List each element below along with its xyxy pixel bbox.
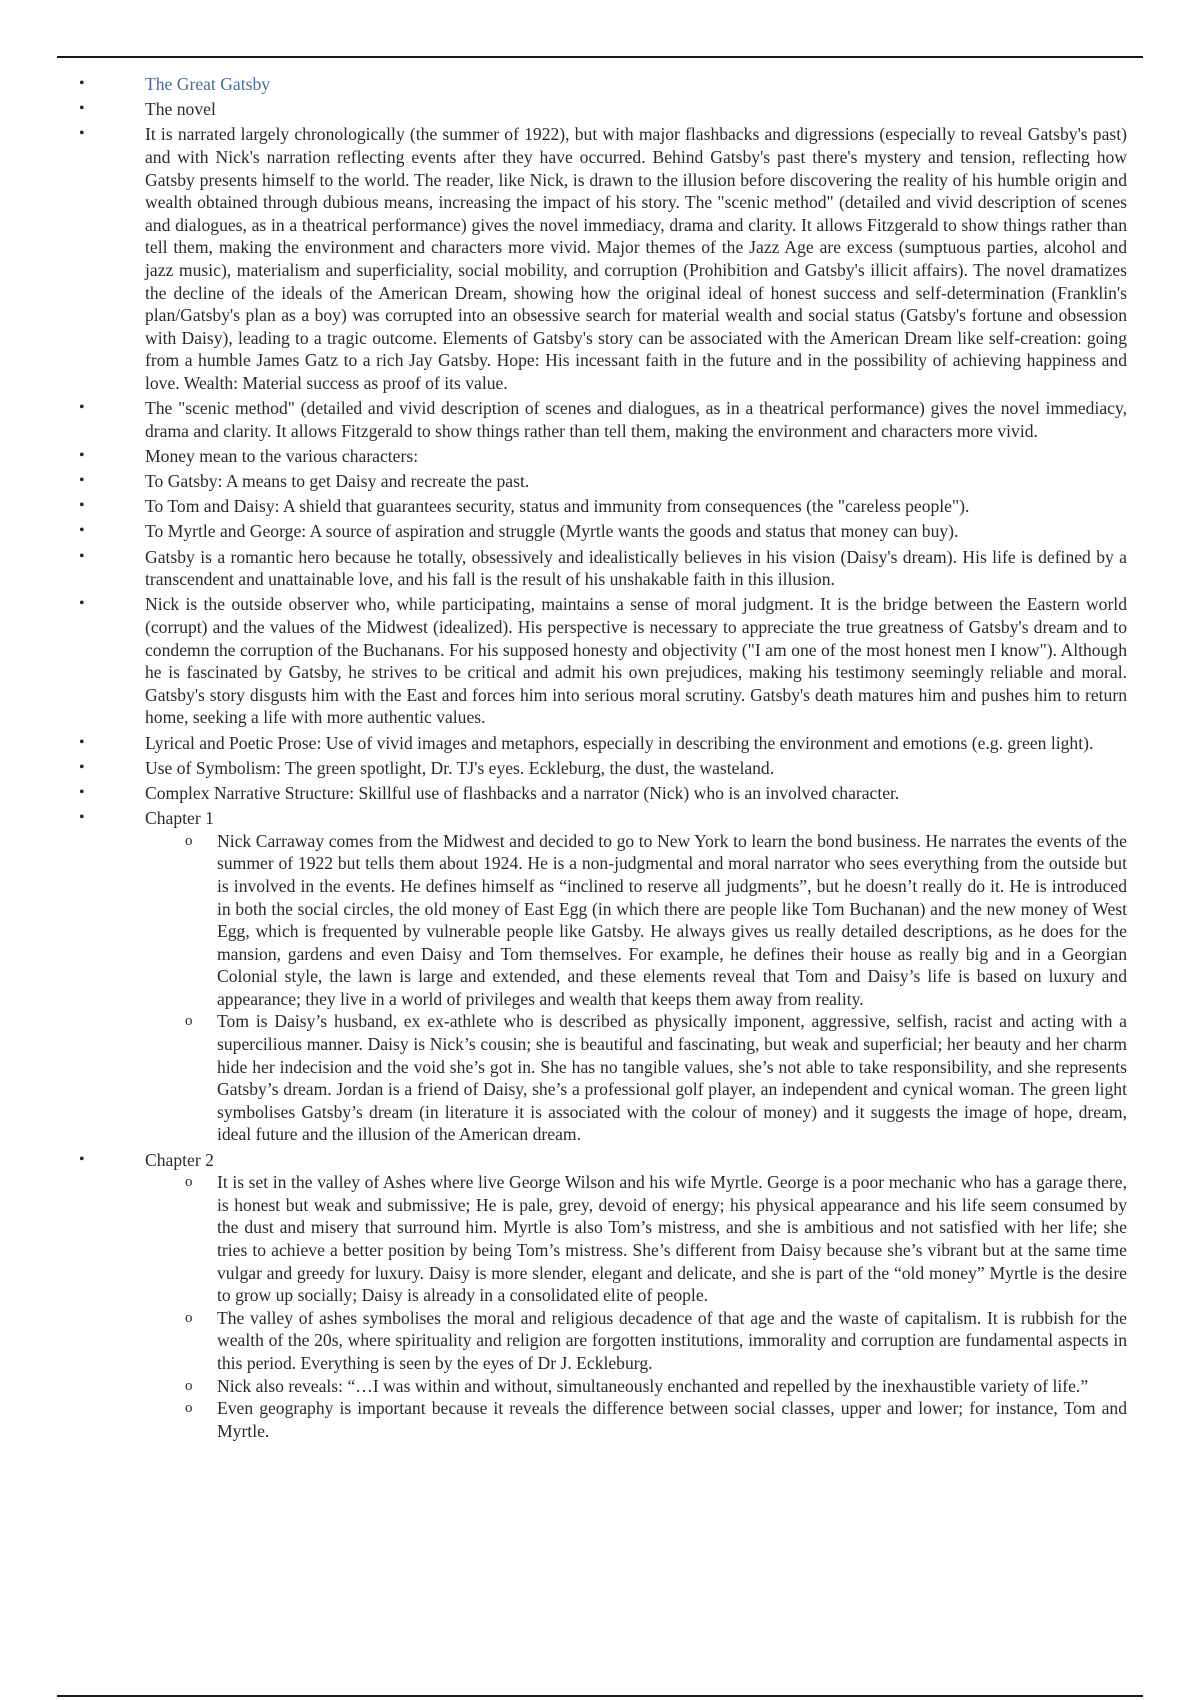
bullet-icon: • xyxy=(79,399,85,417)
list-item xyxy=(57,73,1127,96)
sub-item-text: Even geography is important because it reveals the difference between social classes, upper and lower; for instance, Tom and Myrtle. xyxy=(217,1398,1127,1441)
item-text: Complex Narrative Structure: Skillful use of flashbacks and a narrator (Nick) who is an involved character. xyxy=(145,782,900,803)
item-text: To Gatsby: A means to get Daisy and recreate the past. xyxy=(145,471,530,492)
sub-item-text: It is set in the valley of Ashes where live George Wilson and his wife Myrtle. George is a poor mechanic who has a garage there, is honest but weak and submissive; He is pale, grey, devoid of energy; his physical appearance and his life seem consumed by the dust and misery that surround him. Myrtle is also Tom’s mistress, and she is ambitious and not satisfied with her life; she tries to achieve a better position by being Tom’s mistress. She’s different from Daisy because she’s vibrant but at the same time vulgar and greedy for luxury. Daisy is more slender, elegant and delicate, and she is part of the “old money” Myrtle is the desire to grow up socially; Daisy is already in a consolidated elite of people. xyxy=(217,1172,1127,1306)
bullet-icon: • xyxy=(79,472,85,490)
sub-list-item xyxy=(145,830,1127,1011)
bullet-icon: • xyxy=(79,809,85,827)
list-item xyxy=(57,546,1127,591)
bullet-icon: • xyxy=(79,595,85,613)
sub-item-text: The valley of ashes symbolises the moral and religious decadence of that age and the waste of capitalism. It is rubbish for the wealth of the 20s, where spirituality and religion are forgotten institutions, immorality and corruption are fundamental aspects in this period. Everything is seen by the eyes of Dr J. Eckleburg. xyxy=(217,1307,1127,1373)
document-title-link[interactable]: The Great Gatsby xyxy=(145,74,271,94)
item-text: Chapter 2 xyxy=(145,1149,214,1170)
list-item xyxy=(57,123,1127,394)
bullet-icon: • xyxy=(79,1150,85,1168)
circle-bullet-icon: o xyxy=(185,1013,193,1030)
footer-rule xyxy=(57,1695,1143,1697)
sub-list-item xyxy=(145,1010,1127,1146)
bullet-icon: • xyxy=(79,547,85,565)
item-text: The "scenic method" (detailed and vivid description of scenes and dialogues, as in a theatrical performance) gives the novel immediacy, drama and clarity. It allows Fitzgerald to show things rather than tell them, making the environment and characters more vivid. xyxy=(145,398,1127,441)
sub-list xyxy=(145,1171,1127,1442)
list-item xyxy=(57,520,1127,543)
list-item xyxy=(57,98,1127,121)
bullet-icon: • xyxy=(79,522,85,540)
bullet-icon: • xyxy=(79,733,85,751)
bullet-icon: • xyxy=(79,446,85,464)
item-text: To Tom and Daisy: A shield that guarantees security, status and immunity from consequences (the "careless people"). xyxy=(145,496,970,517)
circle-bullet-icon: o xyxy=(185,1309,193,1326)
bullet-icon: • xyxy=(79,783,85,801)
bullet-icon: • xyxy=(79,75,85,92)
list-item xyxy=(57,757,1127,780)
bullet-icon: • xyxy=(79,497,85,515)
list-item xyxy=(57,593,1127,729)
bullet-list xyxy=(57,73,1127,1442)
item-text: Use of Symbolism: The green spotlight, Dr. TJ's eyes. Eckleburg, the dust, the wasteland. xyxy=(145,757,775,778)
item-text: Lyrical and Poetic Prose: Use of vivid images and metaphors, especially in describing the environment and emotions (e.g. green light). xyxy=(145,732,1094,753)
item-text: Chapter 1 xyxy=(145,808,214,829)
sub-item-text: Nick Carraway comes from the Midwest and decided to go to New York to learn the bond business. He narrates the events of the summer of 1922 but tells them about 1924. He is a non-judgmental and moral narrator who sees everything from the outside but is involved in the events. He defines himself as “inclined to reserve all judgments”, but he doesn’t really do it. He is introduced in both the social circles, the old money of East Egg (in which there are people like Tom Buchanan) and the new money of West Egg, which is frequented by vulnerable people like Gatsby. He always gives us really detailed descriptions, as he does for the mansion, gardens and even Daisy and Tom themselves. For example, he defines their house as really big and in a Georgian Colonial style, the lawn is large and extended, and these elements reveal that Tom and Daisy’s life is based on luxury and appearance; they live in a world of privileges and wealth that keeps them away from reality. xyxy=(217,830,1127,1009)
circle-bullet-icon: o xyxy=(185,1400,193,1417)
circle-bullet-icon: o xyxy=(185,832,193,849)
sub-list-item xyxy=(145,1171,1127,1307)
list-item xyxy=(57,782,1127,805)
list-item xyxy=(57,807,1127,1146)
item-text: The novel xyxy=(145,99,216,120)
list-item xyxy=(57,732,1127,755)
sub-item-text: Tom is Daisy’s husband, ex ex-athlete who is described as physically imponent, aggressive, selfish, racist and acting with a supercilious manner. Daisy is Nick’s cousin; she is beautiful and fascinating, but weak and superficial; her beauty and her charm hide her indecision and the void she’s got in. She has no tangible values, she’s not able to take responsibility, and she represents Gatsby’s dream. Jordan is a friend of Daisy, she’s a professional golf player, an independent and cynical woman. The green light symbolises Gatsby’s dream (in literature it is associated with the colour of money) and it suggests the image of hope, dream, ideal future and the illusion of the American dream. xyxy=(217,1011,1127,1145)
circle-bullet-icon: o xyxy=(185,1174,193,1191)
sub-list-item xyxy=(145,1307,1127,1375)
bullet-icon: • xyxy=(79,100,85,118)
list-item xyxy=(57,445,1127,468)
item-text: Nick is the outside observer who, while participating, maintains a sense of moral judgment. It is the bridge between the Eastern world (corrupt) and the values of the Midwest (idealized). His perspective is necessary to appreciate the true greatness of Gatsby's dream and to condemn the corruption of the Buchanans. For his supposed honesty and objectivity ("I am one of the most honest men I know"). Although he is fascinated by Gatsby, he strives to be critical and admit his own prejudices, making his testimony seemingly reliable and moral. Gatsby's story disgusts him with the East and forces him into serious moral scrutiny. Gatsby's death matures him and pushes him to return home, seeking a life with more authentic values. xyxy=(145,594,1127,728)
bullet-icon: • xyxy=(79,758,85,776)
item-text: It is narrated largely chronologically (the summer of 1922), but with major flashbacks and digressions (especially to reveal Gatsby's past) and with Nick's narration reflecting events after they have occurred. Behind Gatsby's past there's mystery and tension, reflecting how Gatsby presents himself to the world. The reader, like Nick, is drawn to the illusion before discovering the reality of his humble origin and wealth obtained through dubious means, increasing the impact of his story. The "scenic method" (detailed and vivid description of scenes and dialogues, as in a theatrical performance) gives the novel immediacy, drama and clarity. It allows Fitzgerald to show things rather than tell them, making the environment and characters more vivid. Major themes of the Jazz Age are excess (sumptuous parties, alcohol and jazz music), materialism and superficiality, social mobility, and corruption (Prohibition and Gatsby's illicit affairs). The novel dramatizes the decline of the ideals of the American Dream, showing how the original ideal of honest success and self-determination (Franklin's plan/Gatsby's plan as a boy) was corrupted into an obsessive search for material wealth and social status (Gatsby's fortune and obsession with Daisy), leading to a tragic outcome. Elements of Gatsby's story can be associated with the American Dream like self-creation: going from a humble James Gatz to a rich Jay Gatsby. Hope: His incessant faith in the future and in the possibility of achieving happiness and love. Wealth: Material success as proof of its value. xyxy=(145,124,1127,393)
header-rule xyxy=(57,56,1143,58)
item-text: Money mean to the various characters: xyxy=(145,445,419,466)
document-body xyxy=(57,73,1127,1445)
list-item xyxy=(57,495,1127,518)
circle-bullet-icon: o xyxy=(185,1377,193,1394)
sub-list-item xyxy=(145,1375,1127,1398)
item-text: Gatsby is a romantic hero because he totally, obsessively and idealistically believes in his vision (Daisy's dream). His life is defined by a transcendent and unattainable love, and his fall is the result of his unshakable faith in this illusion. xyxy=(145,546,1127,590)
list-item xyxy=(57,1149,1127,1443)
item-text: To Myrtle and George: A source of aspiration and struggle (Myrtle wants the goods and status that money can buy). xyxy=(145,521,959,542)
list-item xyxy=(57,470,1127,493)
list-item xyxy=(57,397,1127,442)
sub-list xyxy=(145,830,1127,1146)
bullet-icon: • xyxy=(79,125,85,143)
sub-list-item xyxy=(145,1397,1127,1442)
sub-item-text: Nick also reveals: “…I was within and without, simultaneously enchanted and repelled by the inexhaustible variety of life.” xyxy=(217,1375,1089,1396)
